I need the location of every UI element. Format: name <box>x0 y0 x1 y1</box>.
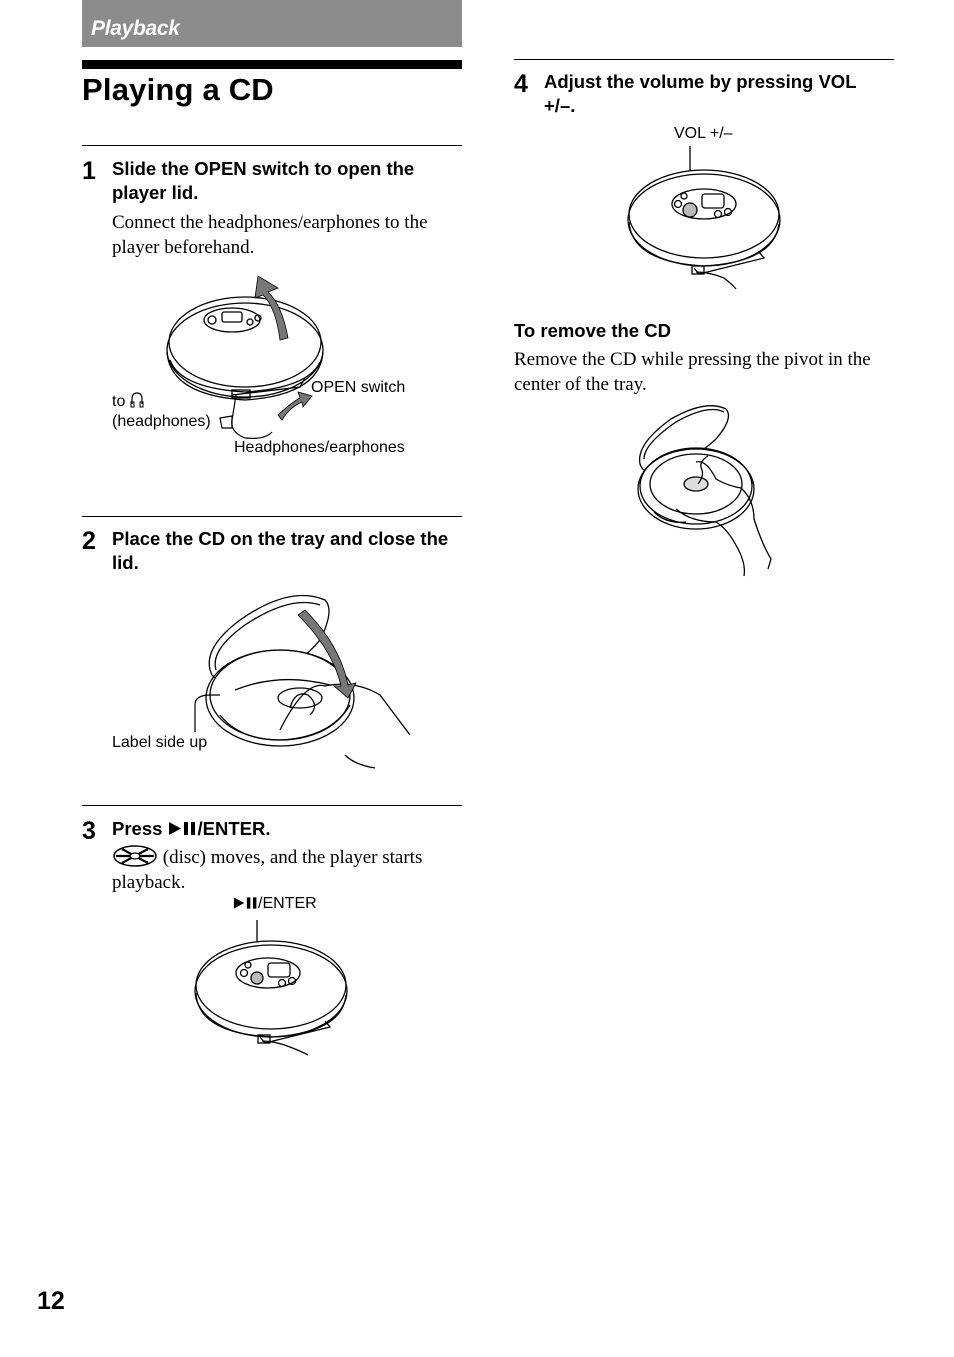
headphones-label: (headphones) <box>112 413 211 430</box>
play-pause-icon <box>168 822 198 835</box>
step-3-body: (disc) moves, and the player starts playback. <box>112 847 423 893</box>
step-3-heading: Press /ENTER. <box>112 818 271 839</box>
step-1-rule <box>82 145 462 146</box>
vol-label: VOL +/– <box>674 125 733 142</box>
step-1-number: 1 <box>82 157 96 185</box>
title-rule <box>82 60 462 69</box>
remove-heading: To remove the CD <box>514 320 671 341</box>
step-2-illustration <box>180 590 410 775</box>
step-4-rule <box>514 59 894 60</box>
step-4-heading: Adjust the volume by pressing VOL +/–. <box>544 71 857 116</box>
label-side-up-label: Label side up <box>112 734 208 751</box>
remove-cd-illustration <box>636 404 776 576</box>
step-2-number: 2 <box>82 527 96 555</box>
section-title: Playback <box>91 17 180 40</box>
headphones-earphones-label: Headphones/earphones <box>234 439 405 456</box>
step-4-illustration <box>624 144 794 289</box>
page-number: 12 <box>37 1287 65 1315</box>
section-header <box>82 0 462 47</box>
play-pause-icon <box>233 897 259 909</box>
step-1-body: Connect the headphones/earphones to the player beforehand. <box>112 212 428 258</box>
step-3-number: 3 <box>82 817 96 845</box>
remove-body: Remove the CD while pressing the pivot in the center of the tray. <box>514 349 871 395</box>
headphones-icon <box>130 392 144 408</box>
step-1-heading: Slide the OPEN switch to open the player lid. <box>112 158 415 203</box>
step-4-number: 4 <box>514 70 528 98</box>
step-2-rule <box>82 516 462 517</box>
disc-icon <box>112 845 158 867</box>
enter-label: /ENTER <box>258 895 317 912</box>
page-title: Playing a CD <box>82 72 274 107</box>
step-3-rule <box>82 805 462 806</box>
step-2-heading: Place the CD on the tray and close the lid. <box>112 528 449 573</box>
step-3-illustration <box>190 915 360 1055</box>
to-label: to <box>112 392 144 412</box>
open-switch-label: OPEN switch <box>311 379 406 396</box>
